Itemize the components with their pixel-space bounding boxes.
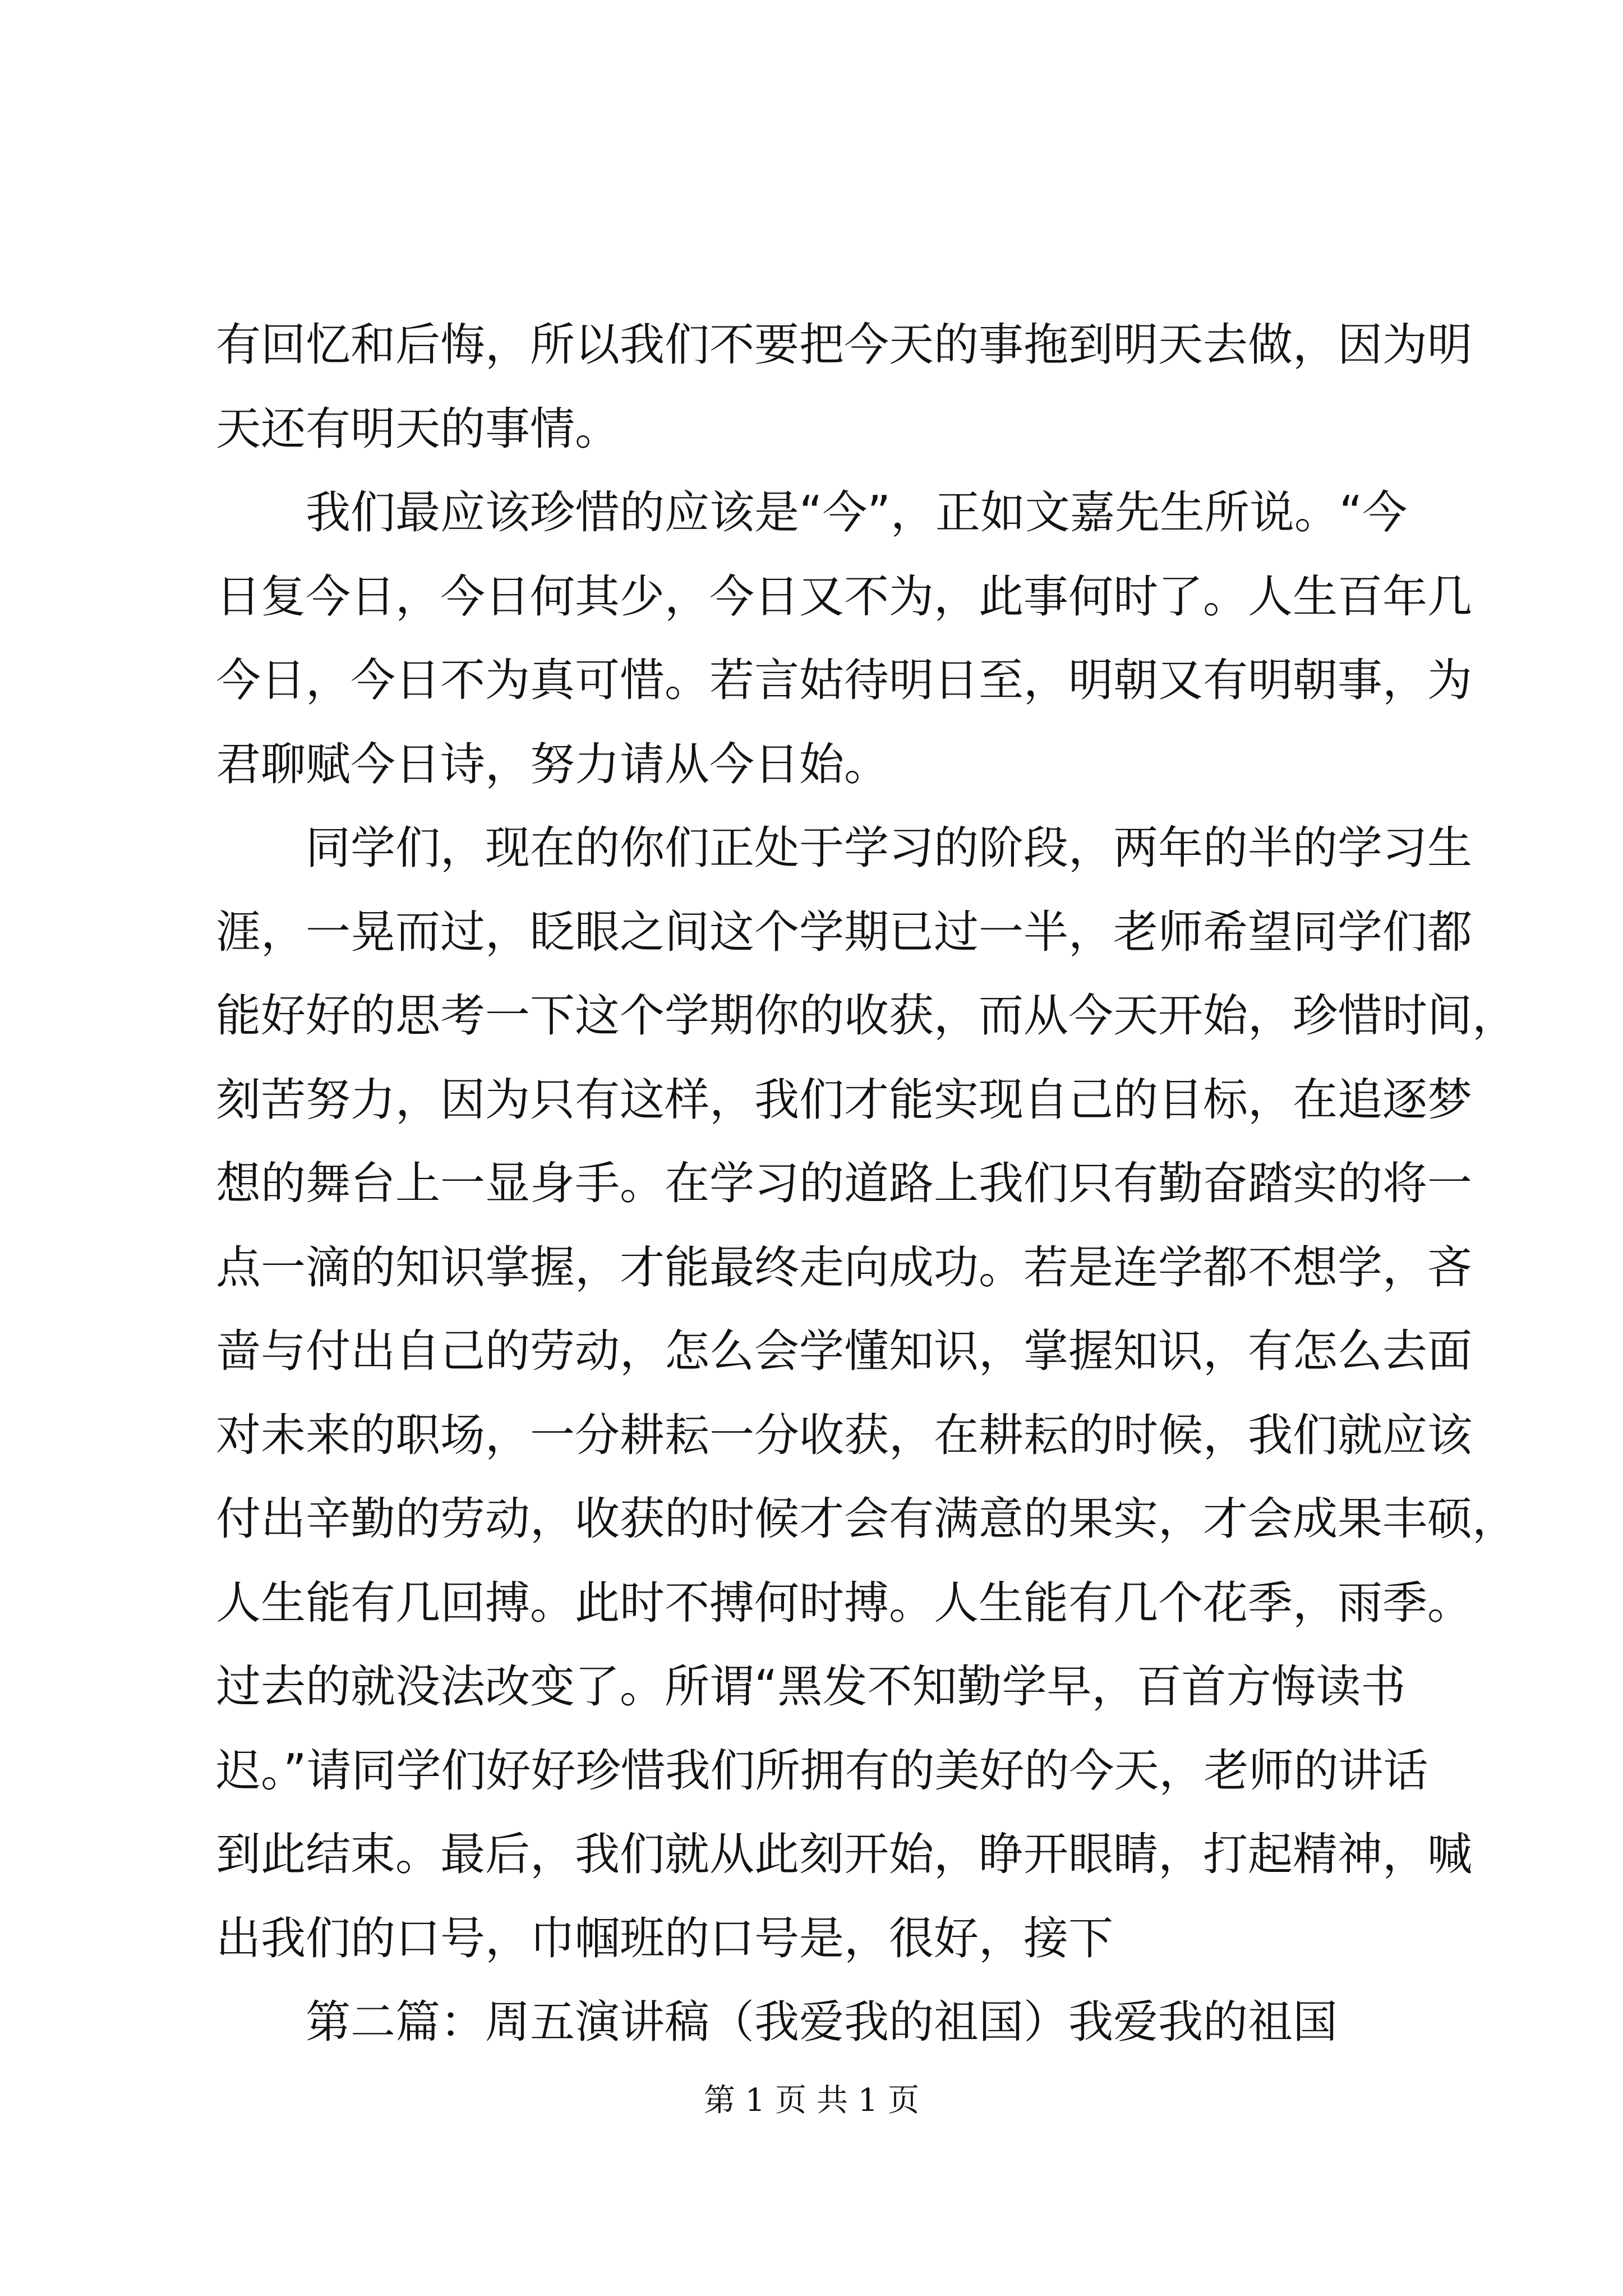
text-line: 啬与付出自己的劳动，怎么会学懂知识，掌握知识，有怎么去面 xyxy=(216,1325,1472,1377)
body-text xyxy=(216,303,1517,2064)
text-line: 日复今日，今日何其少，今日又不为，此事何时了。人生百年几 xyxy=(216,570,1472,623)
text-line: 君聊赋今日诗，努力请从今日始。 xyxy=(216,738,889,790)
text-line: 过去的就没法改变了。所谓“黑发不知勤学早，百首方悔读书 xyxy=(216,1660,1406,1713)
text-line: 人生能有几回搏。此时不搏何时搏。人生能有几个花季，雨季。 xyxy=(216,1576,1472,1629)
paragraph-start-line: 我们最应该珍惜的应该是“今”，正如文嘉先生所说。“今 xyxy=(306,486,1408,539)
text-line: 刻苦努力，因为只有这样，我们才能实现自己的目标，在追逐梦 xyxy=(216,1073,1472,1126)
text-line: 点一滴的知识掌握，才能最终走向成功。若是连学都不想学，吝 xyxy=(216,1241,1472,1294)
text-line: 天还有明天的事情。 xyxy=(216,402,620,455)
text-line: 付出辛勤的劳动，收获的时候才会有满意的果实，才会成果丰硕， xyxy=(216,1493,1517,1545)
text-line: 想的舞台上一显身手。在学习的道路上我们只有勤奋踏实的将一 xyxy=(216,1157,1472,1209)
text-line: 迟。”请同学们好好珍惜我们所拥有的美好的今天，老师的讲话 xyxy=(216,1744,1428,1797)
text-line: 到此结束。最后，我们就从此刻开始，睁开眼睛，打起精神，喊 xyxy=(216,1828,1472,1880)
paragraph-start-line: 同学们，现在的你们正处于学习的阶段，两年的半的学习生 xyxy=(306,822,1472,874)
text-line: 出我们的口号，巾帼班的口号是，很好，接下 xyxy=(216,1912,1113,1964)
page-number-footer: 第 1 页 共 1 页 xyxy=(703,2082,920,2119)
text-line: 涯，一晃而过，眨眼之间这个学期已过一半，老师希望同学们都 xyxy=(216,905,1472,958)
text-line: 能好好的思考一下这个学期你的收获，而从今天开始，珍惜时间， xyxy=(216,990,1517,1042)
text-line: 今日，今日不为真可惜。若言姑待明日至，明朝又有明朝事，为 xyxy=(216,654,1472,706)
text-line: 有回忆和后悔，所以我们不要把今天的事拖到明天去做，因为明 xyxy=(216,319,1472,371)
text-line: 对未来的职场，一分耕耘一分收获，在耕耘的时候，我们就应该 xyxy=(216,1409,1472,1461)
section-heading: 第二篇：周五演讲稿（我爱我的祖国）我爱我的祖国 xyxy=(306,1996,1338,2048)
